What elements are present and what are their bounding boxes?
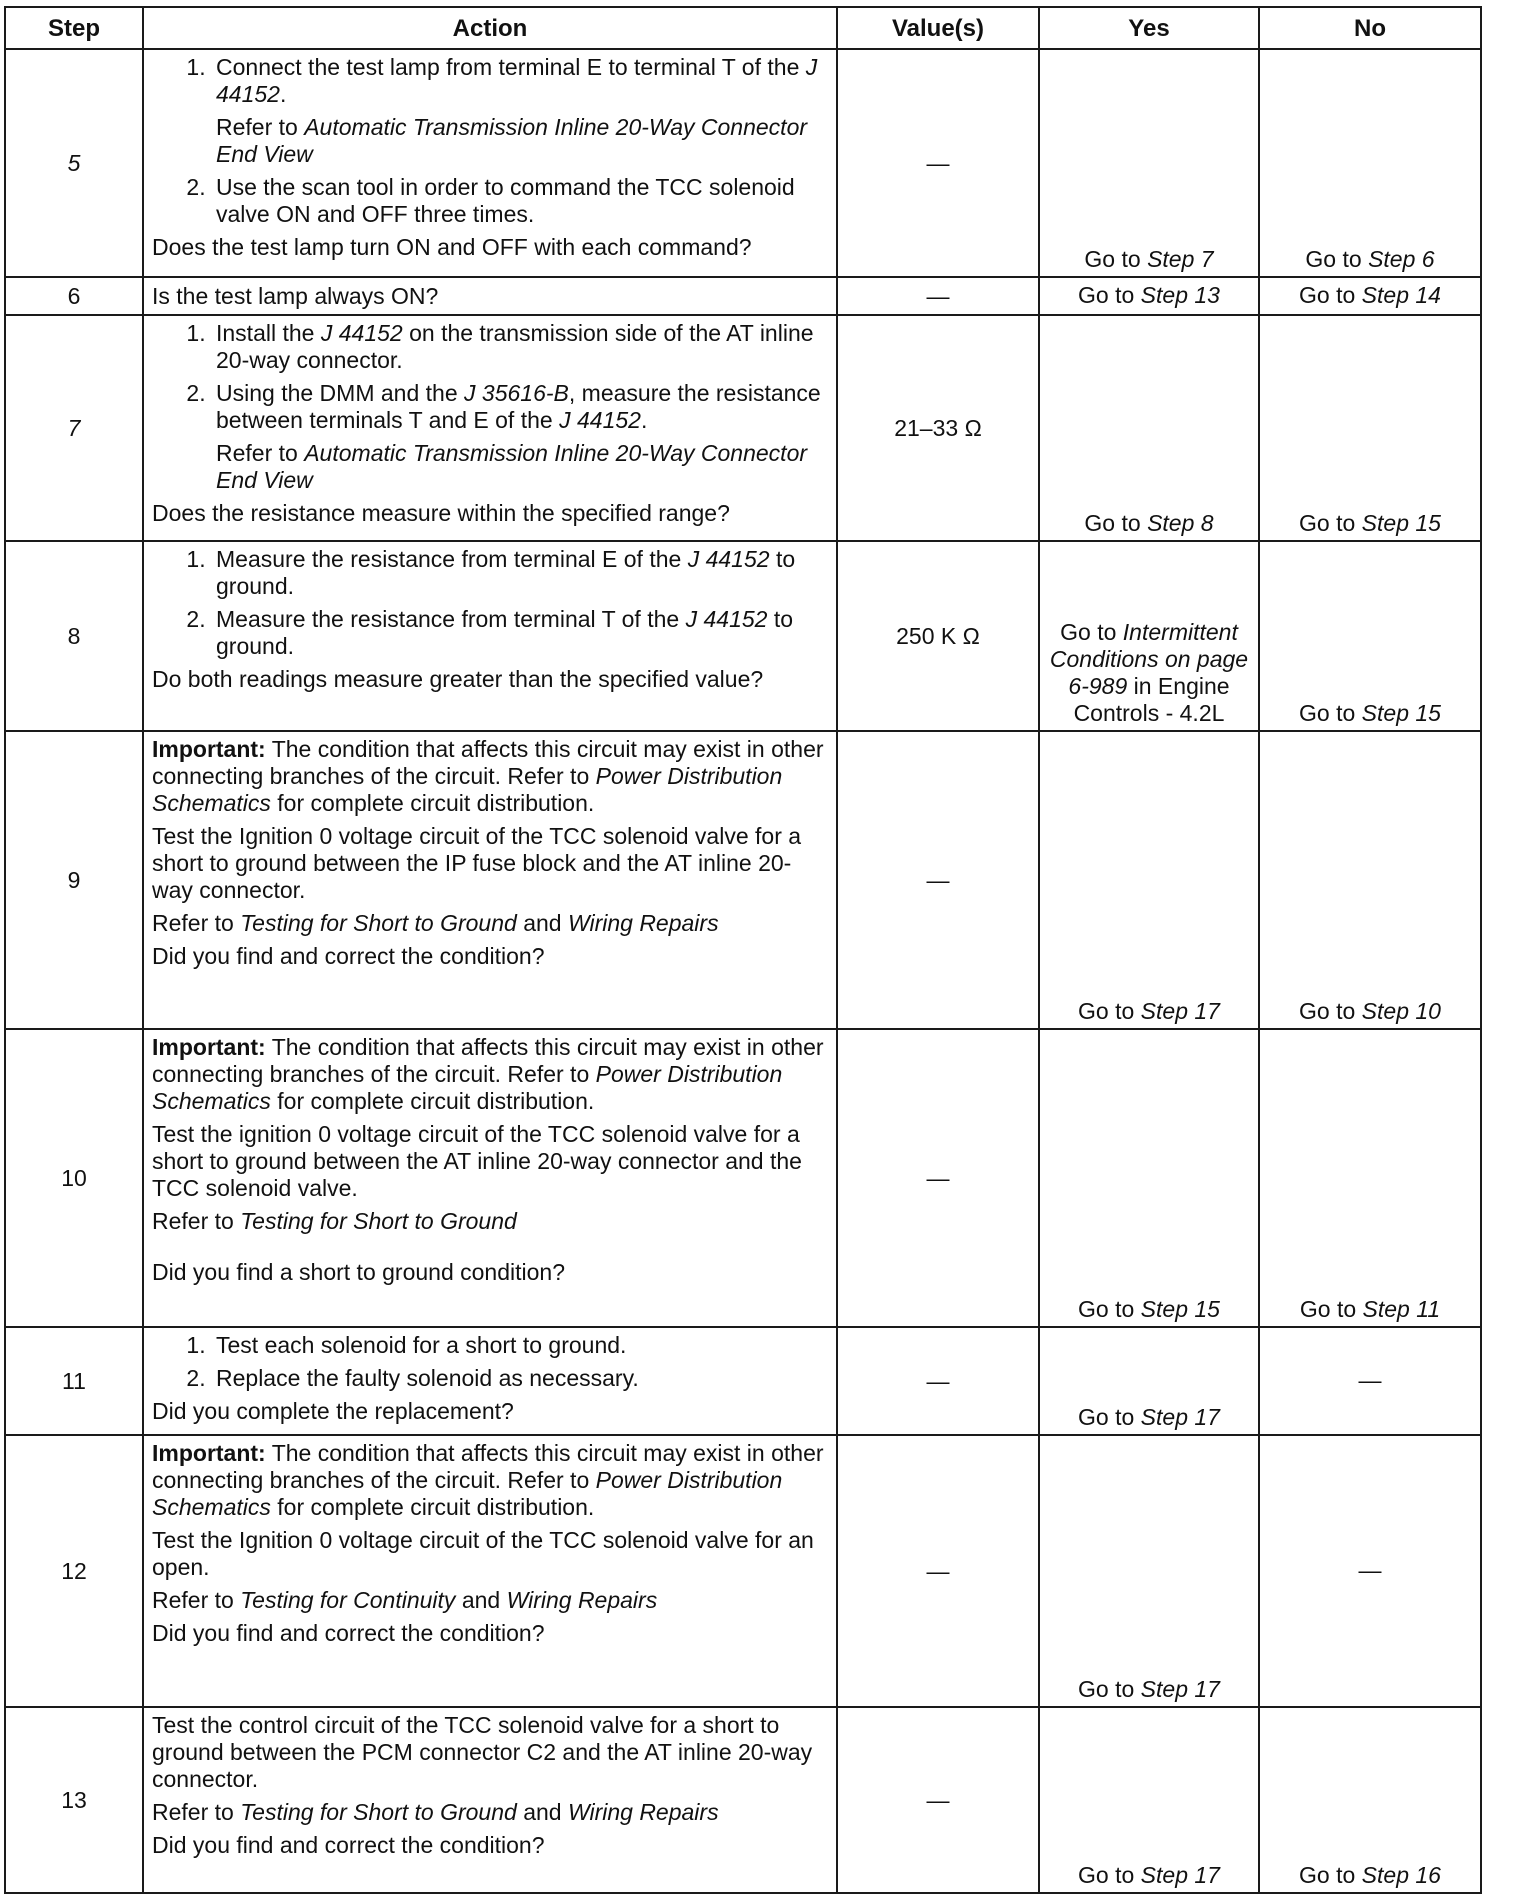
refer-text: Refer to [216, 114, 305, 140]
goto-text: Go to [1305, 246, 1369, 272]
action-question: Did you find and correct the condition? [152, 1620, 545, 1646]
action-question: Does the resistance measure within the specified range? [152, 500, 730, 526]
step-number: 13 [5, 1707, 143, 1893]
yes-cell [1039, 1435, 1259, 1707]
action-cell [143, 1435, 837, 1707]
refer-text: Refer to [152, 1208, 241, 1234]
action-question: Did you find and correct the condition? [152, 943, 545, 969]
table-row [5, 1435, 1481, 1707]
header-step: Step [5, 7, 143, 49]
step-number: 8 [5, 541, 143, 731]
table-row [5, 49, 1481, 277]
action-step [212, 546, 828, 600]
header-row [5, 7, 1481, 49]
goto-text: Go to [1299, 510, 1362, 536]
important-text: The condition that affects this circuit may exist in other connecting branches of the circuit. Refer to [152, 1440, 824, 1493]
header-action: Action [143, 7, 837, 49]
tool-reference: J 44152 [216, 54, 818, 107]
value-cell: — [837, 49, 1039, 277]
important-text: for complete circuit distribution. [270, 1494, 595, 1520]
table-row [5, 277, 1481, 315]
refer-note [152, 1587, 828, 1614]
refer-note [152, 1208, 828, 1235]
header-values: Value(s) [837, 7, 1039, 49]
refer-text: Refer to [152, 1587, 241, 1613]
table-row [5, 731, 1481, 1029]
refer-note [216, 440, 828, 494]
test-instruction: Test the control circuit of the TCC solenoid valve for a short to ground between the PCM connector C2 and the AT inline 20-way connector. [152, 1712, 813, 1792]
diagnostic-table [4, 6, 1482, 1894]
action-cell [143, 315, 837, 541]
step-number: 6 [5, 277, 143, 315]
refer-text: and [516, 1799, 568, 1825]
goto-step-link: Step 7 [1147, 246, 1214, 272]
test-instruction: Test the ignition 0 voltage circuit of the TCC solenoid valve for a short to ground between the AT inline 20-way connector and the TCC solenoid valve. [152, 1121, 802, 1201]
no-cell [1259, 1707, 1481, 1893]
step-number: 12 [5, 1435, 143, 1707]
refer-text: and [516, 910, 568, 936]
goto-step-link: Step 17 [1140, 998, 1220, 1024]
refer-link: Power Distribution Schematics [152, 1467, 783, 1520]
value-cell: 250 K Ω [837, 541, 1039, 731]
action-cell [143, 1327, 837, 1435]
step-number: 9 [5, 731, 143, 1029]
goto-text: Go to [1299, 282, 1362, 308]
goto-step-link: Step 10 [1361, 998, 1441, 1024]
value-cell: — [837, 1707, 1039, 1893]
goto-step-link: Step 17 [1140, 1676, 1220, 1702]
action-steps [152, 54, 828, 228]
no-cell [1259, 541, 1481, 731]
refer-link: Automatic Transmission Inline 20-Way Connector End View [216, 114, 808, 167]
no-cell [1259, 49, 1481, 277]
goto-text: Go to [1299, 1862, 1362, 1888]
action-steps [152, 320, 828, 494]
value-cell: — [837, 277, 1039, 315]
action-question: Do both readings measure greater than the specified value? [152, 666, 764, 692]
goto-text: Go to [1299, 700, 1362, 726]
header-yes: Yes [1039, 7, 1259, 49]
test-instruction: Test the Ignition 0 voltage circuit of the TCC solenoid valve for a short to ground between the IP fuse block and the AT inline 20-way connector. [152, 823, 802, 903]
action-cell [143, 1707, 837, 1893]
refer-note [216, 114, 828, 168]
goto-page-link: Intermittent Conditions on page 6-989 [1049, 619, 1249, 699]
important-note [152, 736, 828, 817]
action-step [212, 606, 828, 660]
value-cell: 21–33 Ω [837, 315, 1039, 541]
action-text: Connect the test lamp from terminal E to terminal T of the [216, 54, 806, 80]
yes-cell [1039, 277, 1259, 315]
important-label: Important: [152, 736, 266, 762]
refer-link: Wiring Repairs [567, 910, 719, 936]
action-text: to ground. [216, 546, 796, 599]
refer-text: Refer to [152, 910, 241, 936]
step-number: 5 [5, 49, 143, 277]
action-step [212, 320, 828, 374]
goto-step-link: Step 11 [1362, 1296, 1441, 1322]
no-cell: — [1259, 1435, 1481, 1707]
action-cell [143, 541, 837, 731]
table-row [5, 1327, 1481, 1435]
header-no: No [1259, 7, 1481, 49]
goto-step-link: Step 17 [1140, 1862, 1220, 1888]
value-cell: — [837, 1327, 1039, 1435]
no-cell [1259, 277, 1481, 315]
action-text: Install the [216, 320, 321, 346]
no-cell [1259, 315, 1481, 541]
action-text: Measure the resistance from terminal T of the [216, 606, 686, 632]
important-label: Important: [152, 1440, 266, 1466]
refer-note [152, 910, 828, 937]
goto-text: Go to [1060, 619, 1123, 645]
action-cell [143, 1029, 837, 1327]
table-row [5, 1707, 1481, 1893]
step-number: 11 [5, 1327, 143, 1435]
action-step: 1. Test each solenoid for a short to ground. [212, 1332, 828, 1359]
goto-text: Go to [1078, 282, 1141, 308]
tool-reference: J 44152 [559, 407, 641, 433]
action-steps [152, 546, 828, 660]
action-cell [143, 49, 837, 277]
important-text: The condition that affects this circuit may exist in other connecting branches of the circuit. Refer to [152, 736, 824, 789]
no-cell: — [1259, 1327, 1481, 1435]
goto-text: Go to [1078, 998, 1141, 1024]
action-cell [143, 731, 837, 1029]
value-cell: — [837, 731, 1039, 1029]
yes-cell [1039, 541, 1259, 731]
goto-step-link: Step 13 [1140, 282, 1220, 308]
yes-cell [1039, 1327, 1259, 1435]
action-step [212, 380, 828, 494]
goto-text: in Engine Controls - 4.2L [1073, 673, 1230, 726]
goto-step-link: Step 6 [1368, 246, 1435, 272]
refer-link: Testing for Short to Ground [240, 1799, 517, 1825]
goto-text: Go to [1299, 1296, 1363, 1322]
refer-link: Testing for Continuity [240, 1587, 456, 1613]
refer-link: Wiring Repairs [506, 1587, 658, 1613]
action-step [212, 54, 828, 168]
action-cell [143, 277, 837, 315]
action-text: Measure the resistance from terminal E of the [216, 546, 688, 572]
goto-text: Go to [1078, 1676, 1141, 1702]
yes-cell [1039, 315, 1259, 541]
yes-cell [1039, 49, 1259, 277]
important-text: for complete circuit distribution. [270, 790, 595, 816]
value-cell: — [837, 1029, 1039, 1327]
action-text: to ground. [216, 606, 794, 659]
goto-text: Go to [1078, 1296, 1141, 1322]
goto-step-link: Step 8 [1147, 510, 1214, 536]
action-question: Does the test lamp turn ON and OFF with each command? [152, 234, 752, 260]
step-number: 7 [5, 315, 143, 541]
action-text: Using the DMM and the [216, 380, 465, 406]
action-steps [152, 1332, 828, 1392]
table-row [5, 1029, 1481, 1327]
refer-link: Testing for Short to Ground [240, 910, 517, 936]
goto-step-link: Step 15 [1140, 1296, 1220, 1322]
action-text: . [640, 407, 648, 433]
refer-link: Wiring Repairs [567, 1799, 719, 1825]
diagnostic-table-page [4, 6, 1480, 1894]
value-cell: — [837, 1435, 1039, 1707]
action-text: Use the scan tool in order to command the TCC solenoid valve ON and OFF three times. [216, 174, 795, 227]
important-note [152, 1440, 828, 1521]
refer-link: Power Distribution Schematics [152, 763, 783, 816]
step-number: 10 [5, 1029, 143, 1327]
goto-step-link: Step 15 [1361, 700, 1441, 726]
goto-text: Go to [1299, 998, 1362, 1024]
action-question: Did you complete the replacement? [152, 1398, 514, 1424]
yes-cell [1039, 731, 1259, 1029]
refer-note [152, 1799, 828, 1826]
important-label: Important: [152, 1034, 266, 1060]
refer-link: Power Distribution Schematics [152, 1061, 783, 1114]
refer-text: Refer to [152, 1799, 241, 1825]
important-note [152, 1034, 828, 1115]
action-question: Did you find and correct the condition? [152, 1832, 545, 1858]
tool-reference: J 35616-B [464, 380, 569, 406]
refer-text: Refer to [216, 440, 305, 466]
yes-cell [1039, 1707, 1259, 1893]
goto-step-link: Step 14 [1361, 282, 1441, 308]
action-step [212, 174, 828, 228]
action-step: 2. Replace the faulty solenoid as necessary. [212, 1365, 828, 1392]
goto-step-link: Step 16 [1361, 1862, 1441, 1888]
tool-reference: J 44152 [687, 546, 770, 572]
no-cell [1259, 731, 1481, 1029]
tool-reference: J 44152 [320, 320, 403, 346]
table-row [5, 315, 1481, 541]
refer-text: and [455, 1587, 507, 1613]
action-text: on the transmission side of the AT inline 20-way connector. [216, 320, 814, 373]
goto-step-link: Step 15 [1361, 510, 1441, 536]
refer-link: Testing for Short to Ground [240, 1208, 517, 1234]
goto-text: Go to [1078, 1862, 1141, 1888]
important-text: for complete circuit distribution. [270, 1088, 595, 1114]
refer-link: Automatic Transmission Inline 20-Way Connector End View [216, 440, 808, 493]
action-text: . [279, 81, 287, 107]
action-text: , measure the resistance between terminals T and E of the [216, 380, 821, 433]
no-cell [1259, 1029, 1481, 1327]
goto-step-link: Step 17 [1140, 1404, 1220, 1430]
table-row [5, 541, 1481, 731]
action-question: Is the test lamp always ON? [152, 282, 439, 309]
tool-reference: J 44152 [685, 606, 768, 632]
yes-cell [1039, 1029, 1259, 1327]
action-question: Did you find a short to ground condition? [152, 1259, 565, 1285]
important-text: The condition that affects this circuit may exist in other connecting branches of the circuit. Refer to [152, 1034, 824, 1087]
goto-text: Go to [1084, 510, 1148, 536]
test-instruction: Test the Ignition 0 voltage circuit of the TCC solenoid valve for an open. [152, 1527, 814, 1580]
goto-text: Go to [1084, 246, 1148, 272]
goto-text: Go to [1078, 1404, 1141, 1430]
